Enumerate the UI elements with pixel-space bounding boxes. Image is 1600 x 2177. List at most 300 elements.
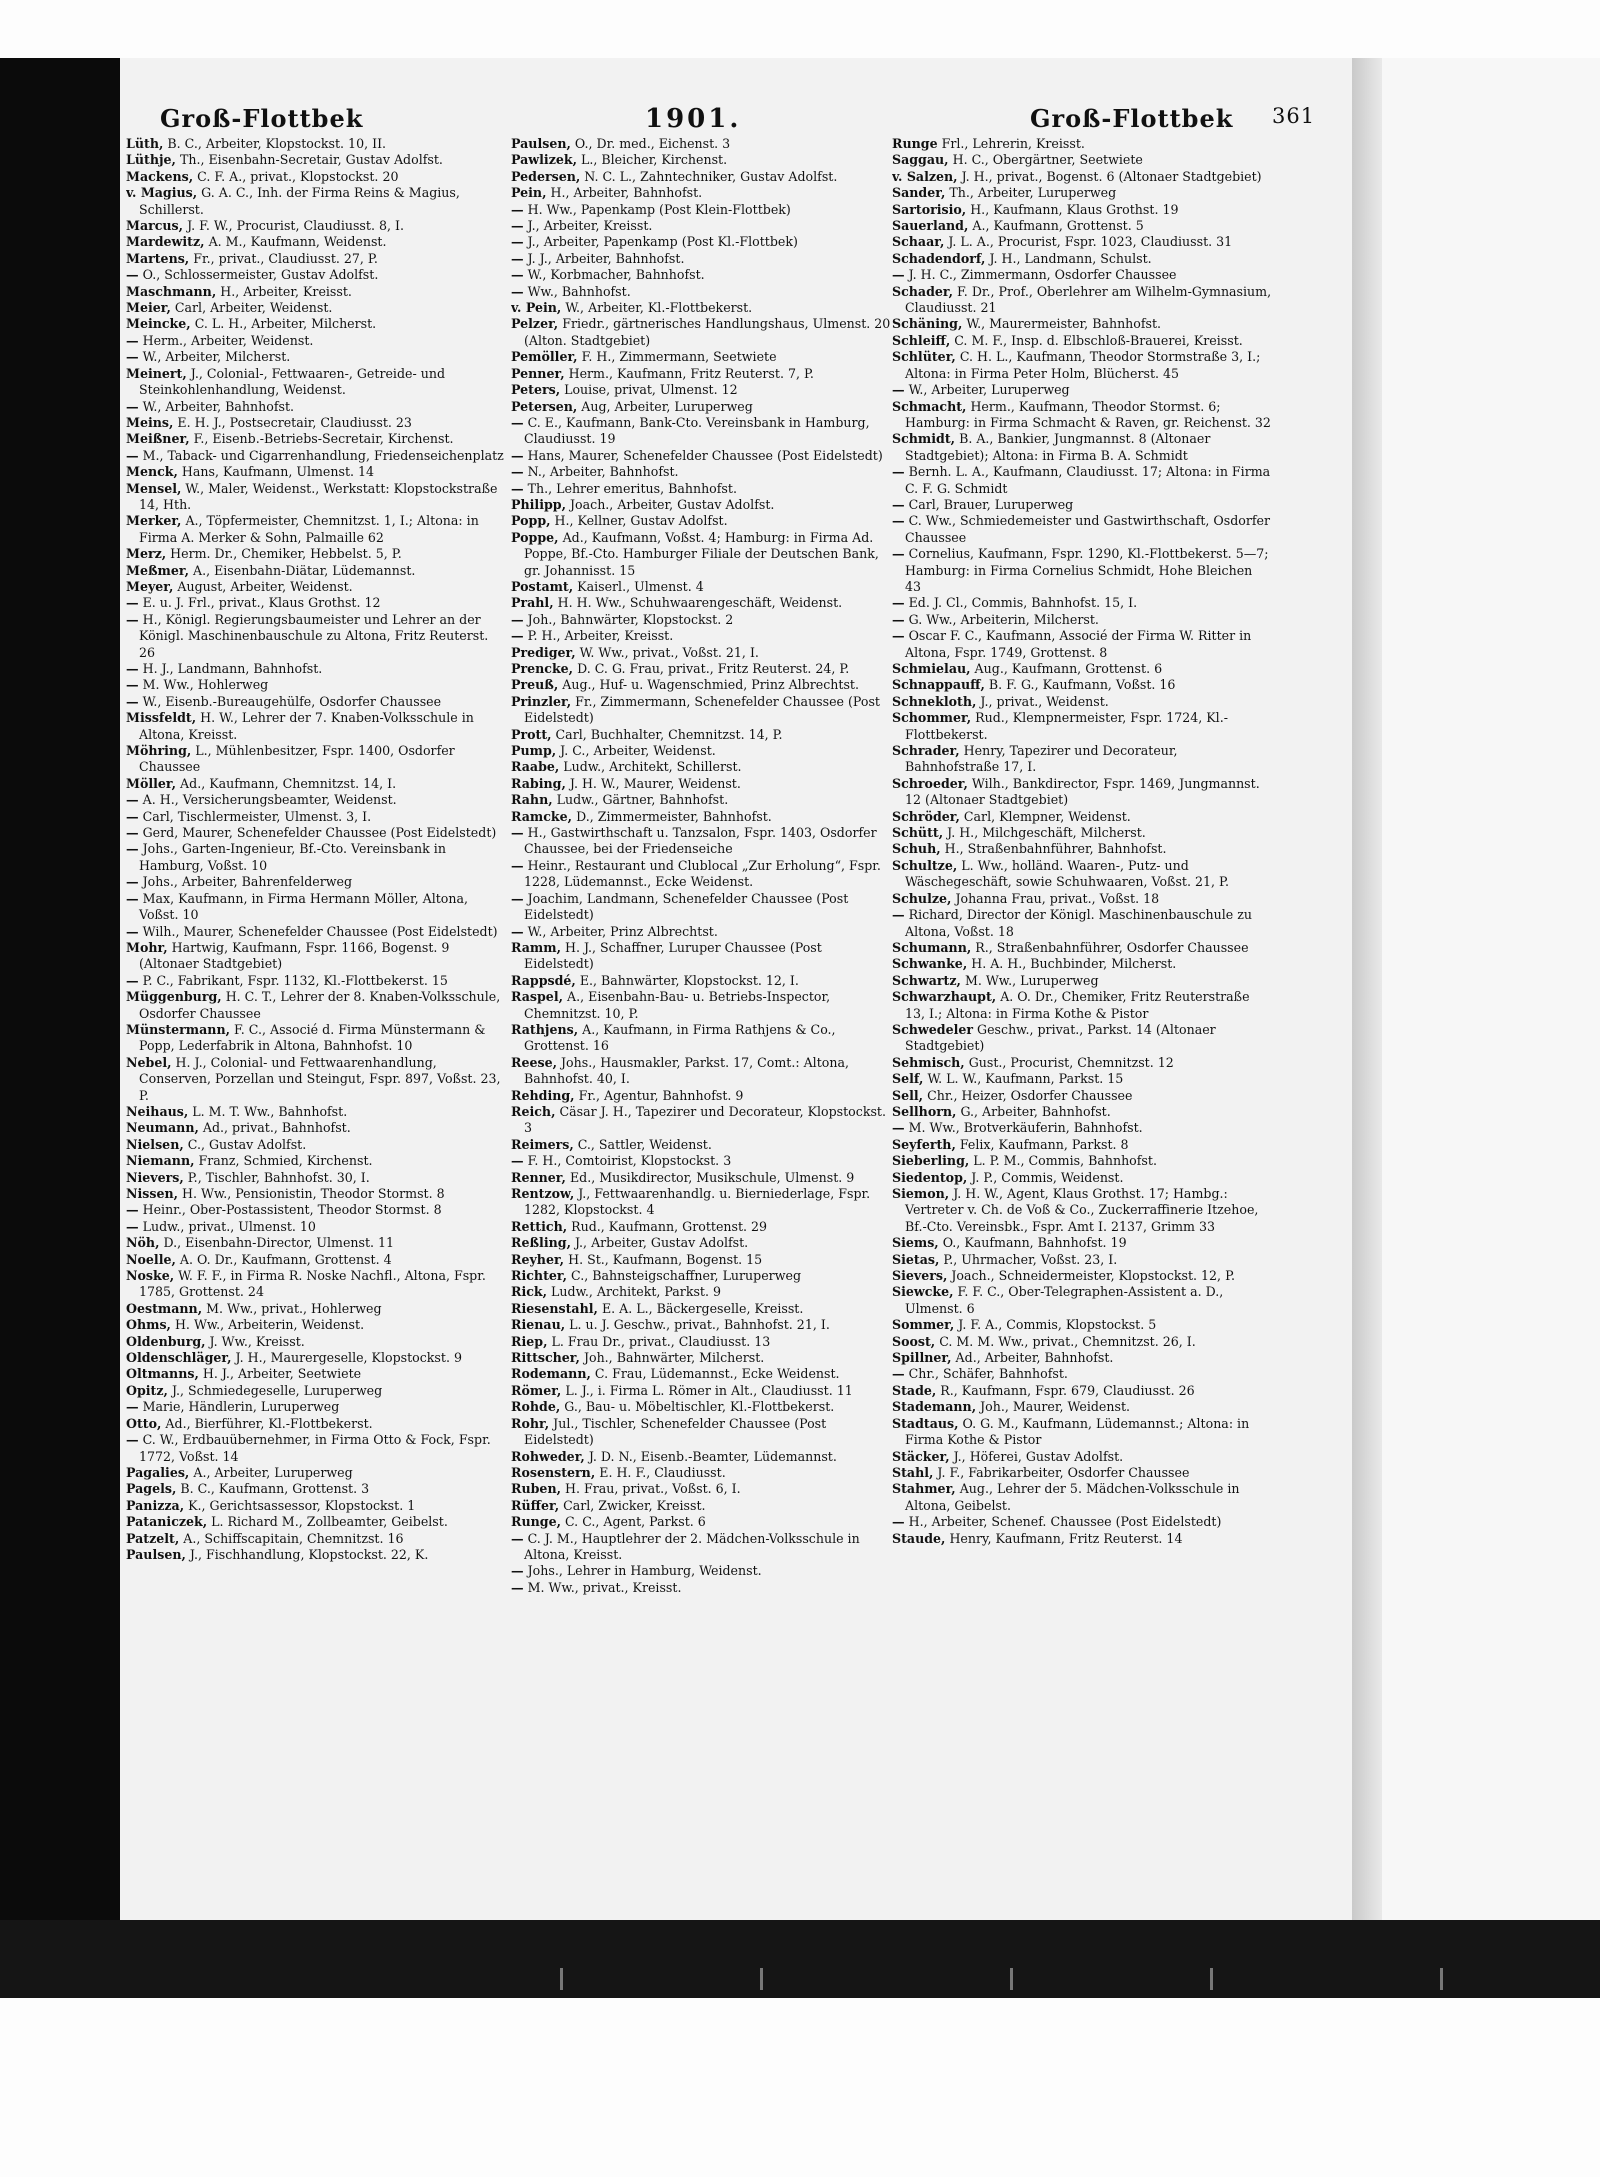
entry-surname: — [126,972,139,988]
entry-details: Johs., Lehrer in Hamburg, Weidenst. [527,1563,762,1579]
entry-details: Ed. J. Cl., Commis, Bahnhofst. 15, I. [908,595,1138,611]
entry-details: Chr., Heizer, Osdorfer Chaussee [927,1087,1133,1103]
directory-entry [511,415,891,448]
directory-entry [892,1153,1272,1169]
entry-details: K., Gerichtsassessor, Klopstockst. 1 [188,1497,416,1513]
entry-details: A., Schiffscapitain, Chemnitzst. 16 [183,1530,404,1546]
entry-details: P., Tischler, Bahnhofst. 30, I. [187,1169,370,1185]
entry-details: J. H., Milchgeschäft, Milcherst. [947,825,1146,841]
entry-details: Geschw., privat., Parkst. 14 (Altonaer Stadtgebiet) [905,1021,1216,1054]
directory-entry [892,858,1272,891]
entry-surname: Schadendorf, [892,250,986,266]
directory-entry [892,513,1272,546]
directory-entry [511,1580,891,1596]
directory-entry [511,1317,891,1333]
entry-details: H., Arbeiter, Bahnhofst. [550,185,703,201]
entry-surname: Niemann, [126,1153,195,1169]
entry-details: W. F. F., in Firma R. Noske Nachfl., Altona, Fspr. 1785, Grottenst. 24 [139,1268,486,1300]
directory-entry [126,1383,506,1399]
directory-entry [892,399,1272,432]
entry-surname: — [511,1579,524,1595]
entry-details: Joach., Schneidermeister, Klopstockst. 12, P. [951,1268,1235,1284]
entry-surname: Schroeder, [892,775,968,791]
entry-details: W. Ww., privat., Voßst. 21, I. [579,644,759,660]
directory-entry [126,1268,506,1301]
directory-entry [892,382,1272,398]
directory-entry [126,284,506,300]
entry-surname: Runge, [511,1514,561,1530]
directory-entry [511,234,891,250]
directory-entry [126,1055,506,1104]
directory-entry [892,218,1272,234]
entry-details: A., Töpfermeister, Chemnitzst. 1, I.; Altona: in Firma A. Merker & Sohn, Palmaille 62 [139,513,479,545]
directory-entry [126,1137,506,1153]
entry-surname: Sauerland, [892,218,969,234]
entry-surname: — [511,923,524,939]
entry-surname: — [126,447,139,463]
entry-details: A. M., Kaufmann, Weidenst. [208,234,387,250]
entry-details: J. H. W., Maurer, Weidenst. [569,775,741,791]
directory-entry [126,1317,506,1333]
directory-entry [892,1449,1272,1465]
entry-details: J. J., Arbeiter, Bahnhofst. [527,250,685,266]
page-number: 361 [1272,104,1316,128]
entry-surname: Schulze, [892,890,952,906]
entry-details: Johs., Hausmakler, Parkst. 17, Comt.: Altona, Bahnhofst. 40, I. [524,1054,849,1087]
directory-entry [892,989,1272,1022]
entry-details: M. Ww., privat., Hohlerweg [206,1300,382,1316]
entry-surname: — [126,923,139,939]
directory-entry [511,595,891,611]
entry-surname: Meßmer, [126,562,189,578]
directory-entry [511,349,891,365]
directory-entry [511,891,891,924]
directory-entry [126,448,506,464]
entry-surname: Nievers, [126,1169,184,1185]
entry-details: C. W., Erdbauübernehmer, in Firma Otto & Fock, Fspr. 1772, Voßst. 14 [139,1432,491,1464]
directory-entry [511,579,891,595]
directory-entry [126,513,506,546]
entry-details: Joh., Bahnwärter, Klopstockst. 2 [527,611,734,627]
entry-details: Bernh. L. A., Kaufmann, Claudiusst. 17; Altona: in Firma C. F. G. Schmidt [905,464,1271,496]
entry-details: D. C. G. Frau, privat., Fritz Reuterst. 24, P. [577,661,850,676]
directory-entry [892,628,1272,661]
entry-details: M. Ww., Brotverkäuferin, Bahnhofst. [908,1120,1143,1136]
entry-details: C. E., Kaufmann, Bank-Cto. Vereinsbank in Hamburg, Claudiusst. 19 [524,414,870,447]
directory-entry [892,333,1272,349]
directory-entry [511,1563,891,1579]
entry-surname: Paulsen, [126,1546,186,1562]
directory-entry [511,727,891,743]
directory-entry [892,891,1272,907]
entry-details: E. u. J. Frl., privat., Klaus Grothst. 12 [142,595,381,611]
entry-surname: Pedersen, [511,168,581,184]
entry-surname: Meißner, [126,431,190,447]
entry-details: J. H., privat., Bogenst. 6 (Altonaer Stadtgebiet) [961,168,1262,184]
entry-surname: Nebel, [126,1054,172,1070]
entry-surname: Oldenschläger, [126,1350,232,1366]
entry-details: H. H. Ww., Schuhwaarengeschäft, Weidenst. [557,595,843,611]
entry-surname: — [892,1120,905,1136]
directory-entry [511,300,891,316]
directory-entry [892,612,1272,628]
entry-surname: Prinzler, [511,693,572,709]
entry-details: A., Eisenbahn-Diätar, Lüdemannst. [192,562,416,578]
directory-entry [511,1268,891,1284]
entry-surname: Schaar, [892,234,945,250]
directory-entry [126,1219,506,1235]
entry-surname: Ohms, [126,1317,171,1333]
entry-details: J. F., Fabrikarbeiter, Osdorfer Chaussee [937,1464,1190,1480]
directory-entry [511,809,891,825]
entry-details: C. F. A., privat., Klopstockst. 20 [197,168,399,184]
entry-surname: — [511,267,524,283]
directory-entry [511,1186,891,1219]
entry-surname: Spillner, [892,1350,952,1366]
directory-entry [892,1268,1272,1284]
directory-entry [511,202,891,218]
directory-entry [511,1170,891,1186]
entry-surname: — [511,611,524,627]
directory-entry [126,874,506,890]
directory-entry [126,841,506,874]
directory-entry [511,481,891,497]
scanner-left-border [0,58,120,2068]
directory-entry [126,1481,506,1497]
entry-surname: Müggenburg, [126,989,222,1005]
entry-details: F. H., Zimmermann, Seetwiete [581,349,777,365]
directory-entry [892,694,1272,710]
entry-surname: — [511,1563,524,1579]
entry-surname: Stäcker, [892,1448,950,1464]
directory-entry [511,1498,891,1514]
directory-entry [511,973,891,989]
directory-entry [126,1202,506,1218]
directory-entry [511,1334,891,1350]
entry-details: N. C. L., Zahntechniker, Gustav Adolfst. [584,168,838,184]
entry-surname: Sommer, [892,1317,955,1333]
entry-surname: Peters, [511,382,561,398]
directory-entry [126,710,506,743]
directory-entry [511,185,891,201]
entry-surname: — [511,414,524,430]
directory-entry [511,399,891,415]
directory-entry [511,251,891,267]
entry-surname: Siedentop, [892,1169,968,1185]
entry-details: L. u. J. Geschw., privat., Bahnhofst. 21, I. [569,1317,830,1333]
entry-details: A., Arbeiter, Luruperweg [193,1464,353,1480]
entry-surname: Lüthje, [126,152,176,168]
entry-details: J. L. A., Procurist, Fspr. 1023, Claudiusst. 31 [948,234,1233,250]
entry-surname: Missfeldt, [126,710,197,726]
entry-details: Ww., Bahnhofst. [527,283,631,299]
directory-entry [892,973,1272,989]
entry-details: H., Straßenbahnführer, Bahnhofst. [944,841,1167,857]
directory-entry [892,1531,1272,1547]
entry-details: J., Colonial-, Fettwaaren-, Getreide- und Steinkohlenhandlung, Weidenst. [139,365,446,398]
entry-details: H. J., Landmann, Bahnhofst. [142,661,323,676]
directory-entry [892,1235,1272,1251]
directory-entry [892,1071,1272,1087]
directory-entry [126,415,506,431]
entry-details: H. C. T., Lehrer der 8. Knaben-Volksschule, Osdorfer Chaussee [139,989,501,1021]
entry-surname: Reyher, [511,1251,565,1267]
directory-entry [126,1186,506,1202]
entry-surname: — [126,1399,139,1415]
entry-surname: — [126,825,139,841]
scan-bottom-margin [0,1998,1600,2177]
entry-surname: — [126,792,139,808]
directory-entry [511,1514,891,1530]
entry-surname: Meyer, [126,578,174,594]
entry-surname: Schmielau, [892,661,971,676]
directory-entry [892,152,1272,168]
entry-surname: — [126,677,139,693]
scan-top-margin [0,0,1600,58]
directory-entry [126,1531,506,1547]
entry-surname: Rahn, [511,792,553,808]
directory-entry [126,1301,506,1317]
entry-details: C. C., Agent, Parkst. 6 [565,1514,706,1530]
entry-surname: Riep, [511,1333,548,1349]
entry-details: E. H. F., Claudiusst. [599,1464,726,1480]
directory-entry [126,1465,506,1481]
entry-details: August, Arbeiter, Weidenst. [177,578,353,594]
entry-surname: Prahl, [511,595,554,611]
directory-entry [511,366,891,382]
directory-entry [892,316,1272,332]
entry-surname: Rittscher, [511,1350,580,1366]
entry-details: J. Ww., Kreisst. [209,1333,305,1349]
entry-surname: Richter, [511,1268,568,1284]
entry-surname: Schwarzhaupt, [892,989,997,1005]
entry-details: Richard, Director der Königl. Maschinenbauschule zu Altona, Voßst. 18 [905,907,1253,939]
entry-surname: — [126,661,139,676]
entry-surname: Stahmer, [892,1481,956,1497]
entry-details: Franz, Schmied, Kirchenst. [198,1153,373,1169]
entry-surname: — [126,349,139,365]
directory-entry [892,169,1272,185]
entry-details: H., Arbeiter, Kreisst. [220,283,352,299]
entry-surname: Mohr, [126,939,168,955]
directory-entry [511,316,891,349]
entry-surname: Rohr, [511,1415,550,1431]
entry-details: Aug., Lehrer der 5. Mädchen-Volksschule in Altona, Geibelst. [905,1481,1240,1513]
entry-details: H. C., Obergärtner, Seetwiete [952,152,1143,168]
directory-entry [511,267,891,283]
entry-details: Henry, Tapezirer und Decorateur, Bahnhofstraße 17, I. [905,743,1178,775]
entry-surname: — [511,464,524,480]
entry-details: Herm. Dr., Chemiker, Hebbelst. 5, P. [170,546,402,562]
entry-surname: — [892,1514,905,1530]
entry-details: Chr., Schäfer, Bahnhofst. [908,1366,1068,1382]
entry-surname: Meinert, [126,365,187,381]
entry-surname: Meins, [126,414,174,430]
entry-surname: — [892,382,905,398]
entry-surname: v. Pein, [511,300,562,316]
entry-details: B. F. G., Kaufmann, Voßst. 16 [988,677,1176,693]
entry-details: G. A. C., Inh. der Firma Reins & Magius, Schillerst. [139,185,460,217]
entry-details: Rud., Kaufmann, Grottenst. 29 [571,1218,768,1234]
entry-surname: Rosenstern, [511,1464,596,1480]
directory-entry [511,1301,891,1317]
entry-surname: — [892,464,905,480]
directory-entry [511,1235,891,1251]
directory-entry [126,316,506,332]
directory-entry [892,202,1272,218]
directory-entry [126,169,506,185]
directory-entry [892,595,1272,611]
entry-details: L. Frau Dr., privat., Claudiusst. 13 [551,1333,771,1349]
directory-entry [511,940,891,973]
entry-details: W., Arbeiter, Luruperweg [908,382,1070,398]
entry-details: Herm., Kaufmann, Fritz Reuterst. 7, P. [568,365,814,381]
directory-entry [511,1088,891,1104]
entry-details: W., Arbeiter, Kl.-Flottbekerst. [565,300,753,316]
directory-entry [126,1334,506,1350]
entry-details: Carl, Zwicker, Kreisst. [563,1497,706,1513]
entry-details: F. Dr., Prof., Oberlehrer am Wilhelm-Gymnasium, Claudiusst. 21 [905,283,1272,316]
entry-surname: Soost, [892,1333,936,1349]
entry-details: A. H., Versicherungsbeamter, Weidenst. [142,792,397,808]
entry-details: Cornelius, Kaufmann, Fspr. 1290, Kl.-Flottbekerst. 5—7; Hamburg: in Firma Cornelius Schmidt, Hohe Bleichen 43 [905,546,1269,594]
entry-details: A. O. Dr., Chemiker, Fritz Reuterstraße 13, I.; Altona: in Firma Kothe & Pistor [905,989,1250,1021]
entry-surname: Sander, [892,185,946,201]
directory-entry [892,1350,1272,1366]
entry-surname: Sellhorn, [892,1103,957,1119]
entry-surname: Neihaus, [126,1103,189,1119]
directory-entry [511,1022,891,1055]
directory-entry [126,251,506,267]
entry-details: J., Arbeiter, Papenkamp (Post Kl.-Flottbek) [527,234,798,250]
directory-entry [511,382,891,398]
entry-surname: Schlüter, [892,349,956,365]
entry-details: Gerd, Maurer, Schenefelder Chaussee (Post Eidelstedt) [142,825,497,841]
entry-details: A., Kaufmann, Grottenst. 5 [972,218,1144,234]
entry-details: L., Bleicher, Kirchenst. [581,152,728,168]
entry-details: J. F. W., Procurist, Claudiusst. 8, I. [187,218,404,234]
entry-details: Carl, Buchhalter, Chemnitzst. 14, P. [555,726,783,742]
entry-surname: Petersen, [511,398,578,414]
entry-details: R., Kaufmann, Fspr. 679, Claudiusst. 26 [940,1382,1195,1398]
directory-entry [511,677,891,693]
entry-details: Fr., Zimmermann, Schenefelder Chaussee (Post Eidelstedt) [524,693,880,726]
directory-entry [892,349,1272,382]
directory-entry [126,1547,506,1563]
entry-details: Ludw., privat., Ulmenst. 10 [142,1218,316,1234]
directory-entry [126,612,506,661]
directory-entry [892,710,1272,743]
directory-entry [126,1399,506,1415]
directory-entry [126,579,506,595]
entry-surname: Prencke, [511,661,574,676]
directory-entry [126,185,506,218]
entry-surname: Penner, [511,365,565,381]
entry-details: W., Arbeiter, Milcherst. [142,349,291,365]
directory-entry [511,1399,891,1415]
directory-entry [511,1252,891,1268]
entry-surname: — [511,201,524,217]
entry-surname: Stadtaus, [892,1415,959,1431]
entry-surname: — [126,611,139,627]
directory-entry [892,1137,1272,1153]
directory-entry [892,1252,1272,1268]
directory-entry [126,924,506,940]
scanner-bottom-border [0,1920,1600,1998]
entry-surname: Preuß, [511,677,559,693]
entry-surname: Paulsen, [511,136,571,151]
entry-surname: — [126,267,139,283]
entry-surname: Reese, [511,1054,557,1070]
entry-details: J., Höferei, Gustav Adolfst. [953,1448,1124,1464]
directory-entry [511,1366,891,1382]
entry-details: W., Maler, Weidenst., Werkstatt: Klopstockstraße 14, Hth. [139,480,498,512]
entry-details: G., Arbeiter, Bahnhofst. [960,1103,1111,1119]
entry-surname: Rappsdé, [511,972,576,988]
entry-details: A. O. Dr., Kaufmann, Grottenst. 4 [179,1251,392,1267]
directory-entry [126,267,506,283]
running-head-right: Groß-Flottbek [1030,104,1234,133]
directory-entry [126,1498,506,1514]
directory-entry [126,300,506,316]
directory-entry [126,481,506,514]
entry-surname: Mackens, [126,168,194,184]
directory-entry [511,661,891,677]
entry-surname: — [126,1202,139,1218]
directory-entry [126,973,506,989]
entry-surname: — [511,447,524,463]
entry-surname: Renner, [511,1169,566,1185]
entry-surname: Sehmisch, [892,1054,965,1070]
directory-column-1 [126,136,506,1876]
directory-entry [892,1366,1272,1382]
entry-details: J. H. W., Agent, Klaus Grothst. 17; Hambg.: Vertreter v. Ch. de Voß & Co., Zuckerraffinerie Itzehoe, Bf.-Cto. Vereinsbk., Fspr. Amt I. 2137, Grimm 33 [905,1186,1259,1234]
directory-entry [511,759,891,775]
entry-surname: — [892,546,905,562]
entry-details: G. Ww., Arbeiterin, Milcherst. [908,611,1099,627]
entry-details: M. Ww., Luruperweg [964,972,1099,988]
entry-details: C. Ww., Schmiedemeister und Gastwirthschaft, Osdorfer Chaussee [905,513,1271,545]
entry-details: H. St., Kaufmann, Bogenst. 15 [568,1251,763,1267]
entry-details: M. Ww., Hohlerweg [142,677,269,693]
entry-surname: Schwanke, [892,956,968,972]
entry-surname: — [892,513,905,529]
entry-details: Ed., Musikdirector, Musikschule, Ulmenst. 9 [569,1169,855,1185]
entry-details: Ad., privat., Bahnhofst. [202,1120,351,1136]
entry-surname: Mensel, [126,480,182,496]
entry-details: J., Schmiedegeselle, Luruperweg [171,1382,383,1398]
directory-entry [511,169,891,185]
directory-entry [511,1104,891,1137]
directory-entry [892,677,1272,693]
directory-entry [892,546,1272,595]
entry-surname: Popp, [511,513,551,529]
entry-surname: Sell, [892,1087,924,1103]
entry-surname: Schrader, [892,743,960,759]
directory-column-2 [511,136,891,1876]
entry-details: E. H. J., Postsecretair, Claudiusst. 23 [177,414,412,430]
directory-entry [126,891,506,924]
entry-surname: — [511,857,524,873]
entry-surname: Meincke, [126,316,191,332]
directory-entry [892,1334,1272,1350]
directory-entry [511,448,891,464]
entry-details: D., Eisenbahn-Director, Ulmenst. 11 [163,1235,395,1251]
entry-details: Aug., Kaufmann, Grottenst. 6 [974,661,1163,676]
entry-surname: — [892,907,905,923]
directory-entry [126,546,506,562]
directory-entry [511,1416,891,1449]
